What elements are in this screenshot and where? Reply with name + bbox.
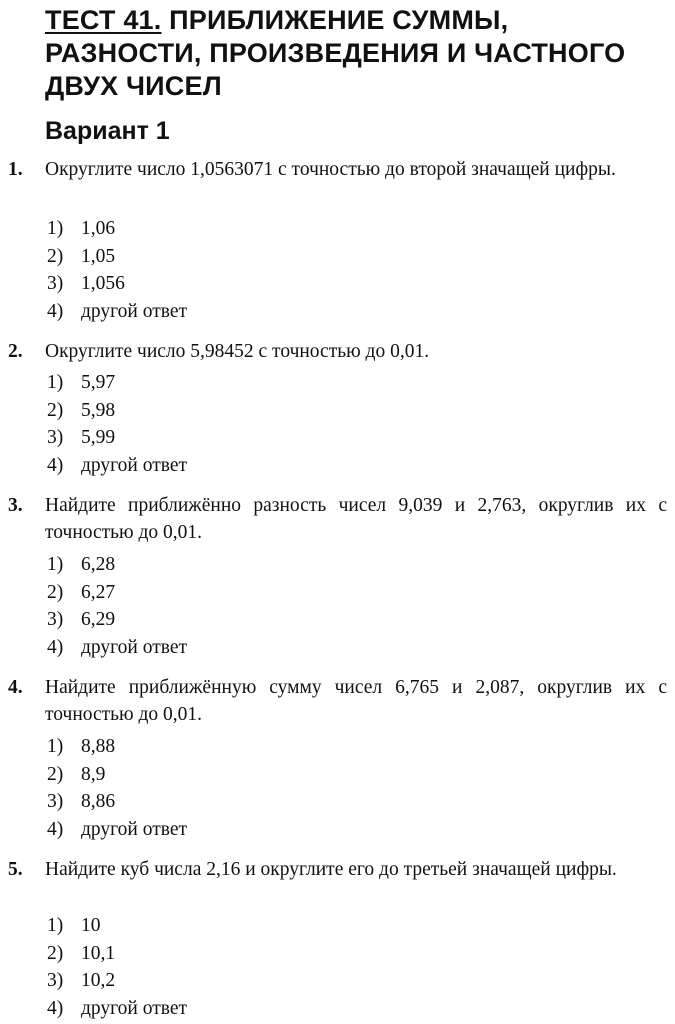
option-number: 1) xyxy=(47,554,64,575)
option-number: 2) xyxy=(47,763,64,785)
answer-option xyxy=(47,579,187,607)
variant-heading: Вариант 1 xyxy=(45,117,170,145)
title-line-2: РАЗНОСТИ, ПРОИЗВЕДЕНИЯ И ЧАСТНОГО xyxy=(45,38,626,68)
option-number: 1) xyxy=(47,372,64,393)
task-number: 1. xyxy=(8,159,23,180)
answer-option xyxy=(47,634,187,662)
answer-option xyxy=(47,452,187,480)
answer-option xyxy=(47,940,187,968)
option-text: 6,28 xyxy=(81,554,116,575)
answer-option xyxy=(47,397,187,425)
answer-option xyxy=(47,912,187,940)
option-text: 8,88 xyxy=(81,736,116,757)
option-text: 1,056 xyxy=(81,273,125,294)
option-number: 2) xyxy=(47,942,64,964)
option-text: 10,1 xyxy=(81,942,116,964)
answer-list xyxy=(47,733,187,843)
title-line-3: ДВУХ ЧИСЕЛ xyxy=(45,71,222,101)
option-text: 6,29 xyxy=(81,609,116,630)
option-text: 6,27 xyxy=(81,581,116,603)
task-question: Найдите приближённо разность чисел 9,039 и 2,763, округлив их с точностью до 0,01. xyxy=(45,495,667,543)
option-number: 1) xyxy=(47,736,64,757)
answer-option xyxy=(47,995,187,1023)
answer-list xyxy=(47,912,187,1022)
option-text: другой ответ xyxy=(81,300,188,322)
option-text: другой ответ xyxy=(81,454,188,476)
task-number: 5. xyxy=(8,859,23,880)
answer-option xyxy=(47,967,187,995)
answer-option xyxy=(47,733,187,761)
task-number: 4. xyxy=(8,677,23,698)
option-text: 10,2 xyxy=(81,970,116,991)
option-number: 4) xyxy=(47,300,64,322)
task-number: 3. xyxy=(8,495,23,516)
option-text: 8,86 xyxy=(81,791,116,812)
option-text: 5,97 xyxy=(81,372,116,393)
option-number: 4) xyxy=(47,997,64,1019)
task-question: Округлите число 5,98452 с точностью до 0,01. xyxy=(45,341,430,362)
answer-option xyxy=(47,606,187,634)
option-number: 1) xyxy=(47,915,64,936)
option-number: 3) xyxy=(47,427,64,448)
answer-option xyxy=(47,424,187,452)
option-number: 2) xyxy=(47,245,64,267)
option-text: 10 xyxy=(81,915,101,936)
task-number: 2. xyxy=(8,341,23,362)
option-number: 3) xyxy=(47,273,64,294)
answer-option xyxy=(47,761,187,789)
answer-option xyxy=(47,369,187,397)
answer-list xyxy=(47,369,187,479)
option-text: другой ответ xyxy=(81,636,188,658)
answer-option xyxy=(47,270,187,298)
option-number: 3) xyxy=(47,791,64,812)
title-line-1: ПРИБЛИЖЕНИЕ СУММЫ, xyxy=(169,5,509,35)
answer-option xyxy=(47,215,187,243)
option-text: 8,9 xyxy=(81,763,106,785)
answer-option xyxy=(47,298,187,326)
option-text: 1,06 xyxy=(81,218,116,239)
answer-option xyxy=(47,243,187,271)
answer-list xyxy=(47,215,187,325)
option-text: другой ответ xyxy=(81,997,188,1019)
option-text: 5,98 xyxy=(81,399,116,421)
option-number: 3) xyxy=(47,609,64,630)
answer-option xyxy=(47,551,187,579)
answer-list xyxy=(47,551,187,661)
option-number: 1) xyxy=(47,218,64,239)
option-text: 1,05 xyxy=(81,245,116,267)
option-text: другой ответ xyxy=(81,818,188,840)
answer-option xyxy=(47,788,187,816)
option-number: 3) xyxy=(47,970,64,991)
task-question: Найдите приближённую сумму чисел 6,765 и 2,087, округлив их с точностью до 0,01. xyxy=(45,677,667,725)
option-text: 5,99 xyxy=(81,427,116,448)
option-number: 4) xyxy=(47,454,64,476)
page-title xyxy=(45,4,665,103)
test-number: ТЕСТ 41. xyxy=(45,5,162,35)
option-number: 4) xyxy=(47,636,64,658)
answer-option xyxy=(47,816,187,844)
option-number: 4) xyxy=(47,818,64,840)
option-number: 2) xyxy=(47,399,64,421)
task-question: Округлите число 1,0563071 с точностью до второй значащей цифры. xyxy=(45,159,616,180)
option-number: 2) xyxy=(47,581,64,603)
task-question: Найдите куб числа 2,16 и округлите его до третьей значащей цифры. xyxy=(45,859,617,880)
